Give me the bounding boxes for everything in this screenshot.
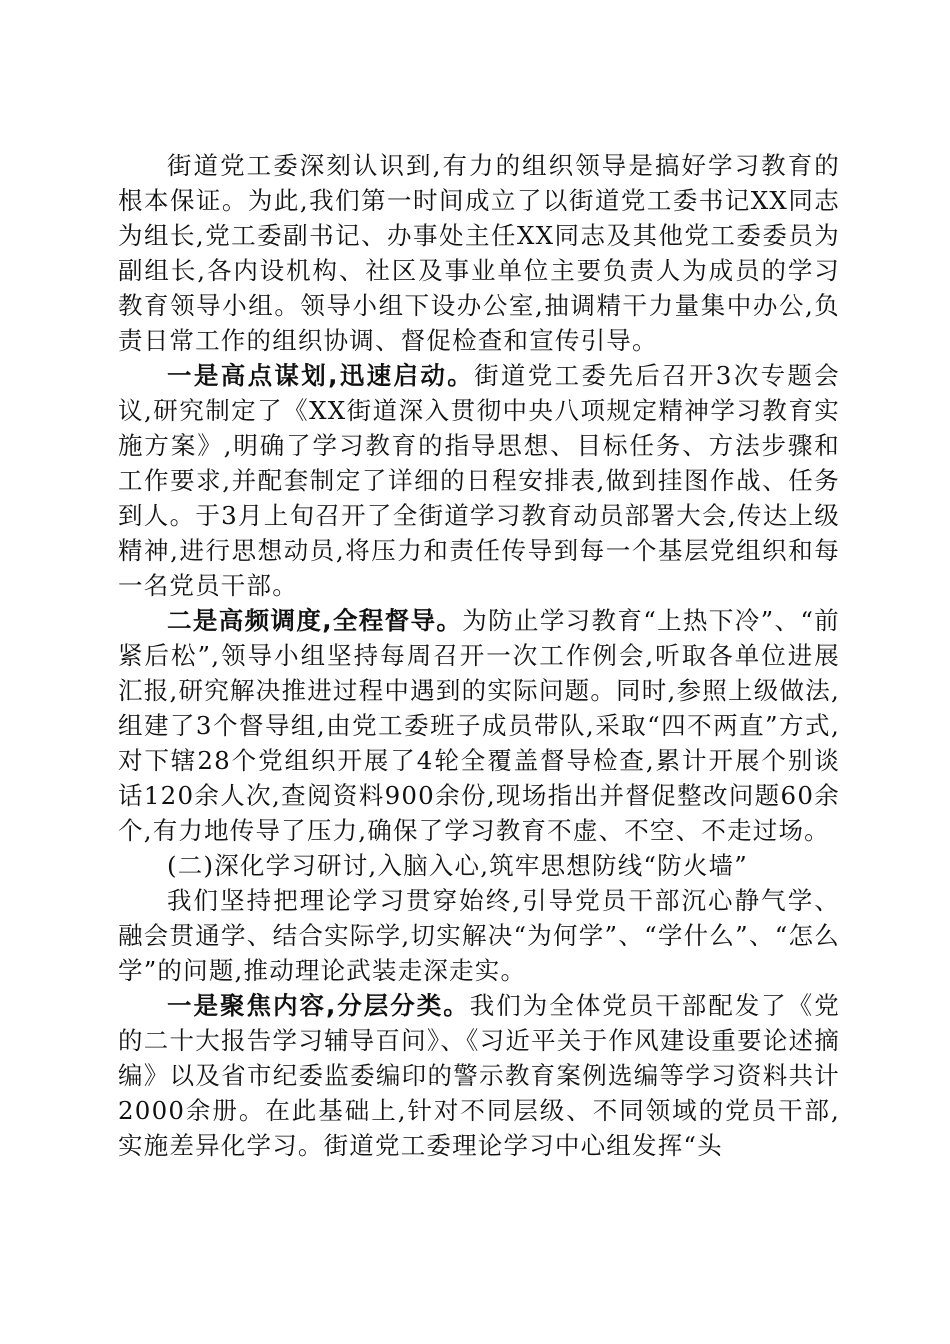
paragraph-content-focus: [118, 988, 840, 1163]
paragraph-study-intro: [118, 883, 840, 988]
paragraph-text: 我们为全体党员干部配发了《党的二十大报告学习辅导百问》、《习近平关于作风建设重要论述摘编》以及省市纪委监委编印的警示教育案例选编等学习资料共计2000余册。在此基础上,针对不同层级、不同领域的党员干部,实施差异化学习。街道党工委理论学习中心组发挥“头: [118, 991, 840, 1160]
paragraph-text: 街道党工委先后召开3次专题会议,研究制定了《XX街道深入贯彻中央八项规定精神学习教育实施方案》,明确了学习教育的指导思想、目标任务、方法步骤和工作要求,并配套制定了详细的日程安排表,做到挂图作战、任务到人。于3月上旬召开了全街道学习教育动员部署大会,传达上级精神,进行思想动员,将压力和责任传导到每一个基层党组织和每一名党员干部。: [118, 361, 840, 600]
paragraph-text: 街道党工委深刻认识到,有力的组织领导是搞好学习教育的根本保证。为此,我们第一时间成立了以街道党工委书记XX同志为组长,党工委副书记、办事处主任XX同志及其他党工委委员为副组长,各内设机构、社区及事业单位主要负责人为成员的学习教育领导小组。领导小组下设办公室,抽调精干力量集中办公,负责日常工作的组织协调、督促检查和宣传引导。: [118, 151, 840, 355]
paragraph-organization: [118, 148, 840, 358]
document-body: [118, 148, 840, 1163]
paragraph-lead: 二是高频调度,全程督导。: [167, 606, 463, 635]
section-heading: [118, 848, 840, 883]
section-heading-text: (二)深化学习研讨,入脑入心,筑牢思想防线“防火墙”: [167, 851, 748, 880]
paragraph-supervision: [118, 603, 840, 848]
paragraph-text: 我们坚持把理论学习贯穿始终,引导党员干部沉心静气学、融会贯通学、结合实际学,切实解决“为何学”、“学什么”、“怎么学”的问题,推动理论武装走深走实。: [118, 886, 840, 985]
paragraph-planning: [118, 358, 840, 603]
paragraph-text: 为防止学习教育“上热下冷”、“前紧后松”,领导小组坚持每周召开一次工作例会,听取各单位进展汇报,研究解决推进过程中遇到的实际问题。同时,参照上级做法,组建了3个督导组,由党工委班子成员带队,采取“四不两直”方式,对下辖28个党组织开展了4轮全覆盖督导检查,累计开展个别谈话120余人次,查阅资料900余份,现场指出并督促整改问题60余个,有力地传导了压力,确保了学习教育不虚、不空、不走过场。: [118, 606, 840, 845]
paragraph-lead: 一是聚焦内容,分层分类。: [167, 991, 470, 1020]
paragraph-lead: 一是高点谋划,迅速启动。: [167, 361, 475, 390]
